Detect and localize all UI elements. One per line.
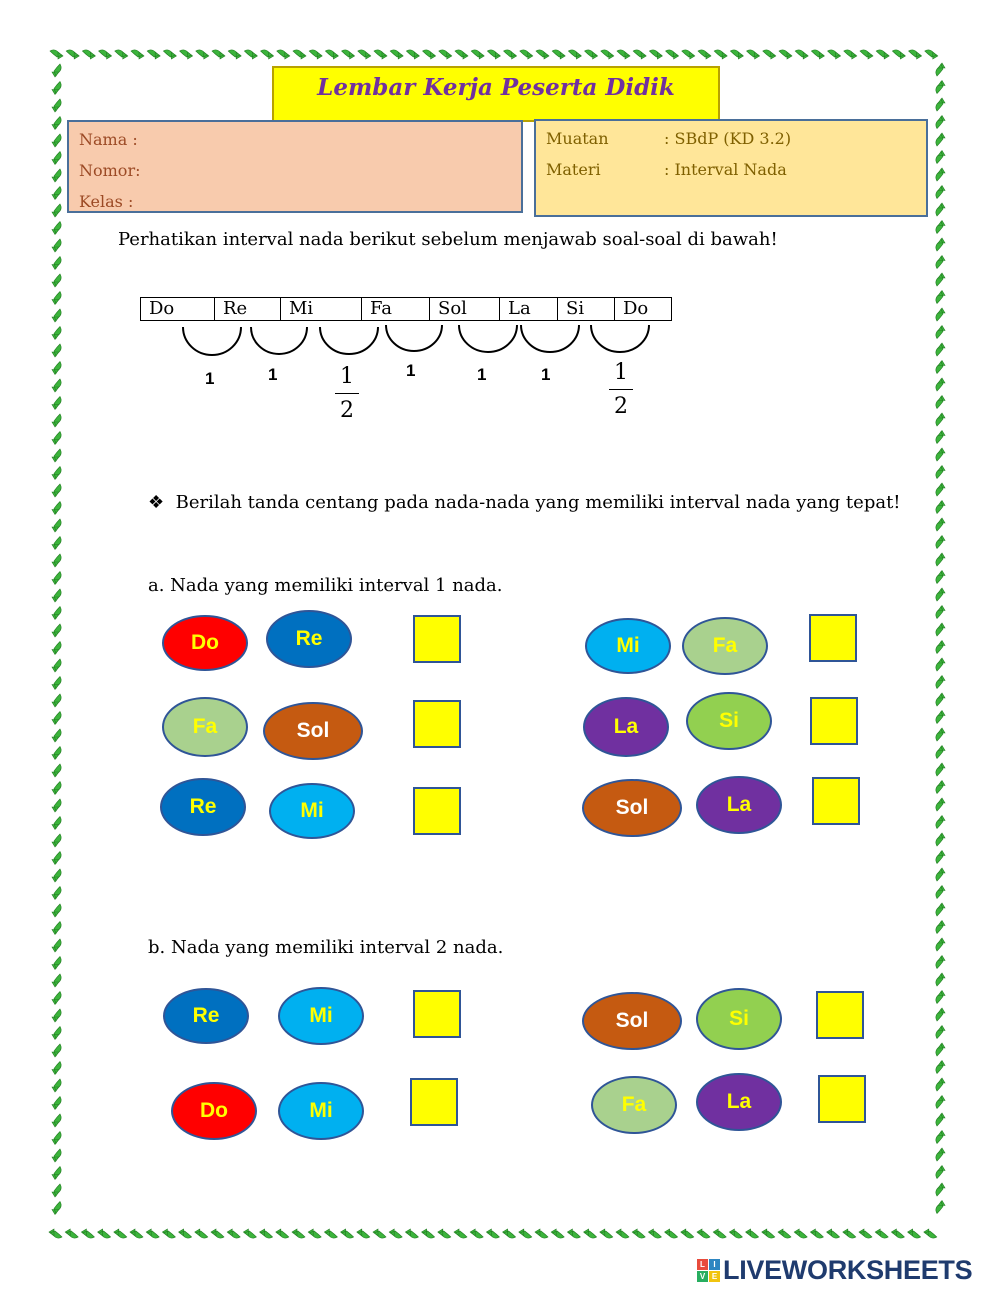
border-arrow-icon [936, 816, 945, 829]
border-arrow-icon [52, 1132, 61, 1145]
note-oval: Si [696, 988, 782, 1050]
border-arrow-icon [52, 1079, 61, 1092]
interval-arc [183, 327, 241, 355]
border-arrow-icon [600, 1229, 613, 1238]
scale-note: Do [615, 298, 672, 321]
border-arrow-icon [52, 1114, 61, 1127]
border-arrow-icon [632, 1229, 645, 1238]
border-arrow-icon [52, 904, 61, 917]
note-oval: Fa [162, 697, 248, 757]
border-arrow-icon [936, 973, 945, 986]
border-arrow-icon [616, 1229, 629, 1238]
border-arrow-icon [936, 448, 945, 461]
note-oval: Sol [582, 779, 682, 837]
note-oval: Do [171, 1082, 257, 1140]
border-arrow-icon [52, 1009, 61, 1022]
answer-checkbox[interactable] [818, 1075, 866, 1123]
note-oval: Mi [269, 783, 355, 839]
border-arrow-icon [52, 677, 61, 690]
border-arrow-icon [52, 869, 61, 882]
note-oval: La [696, 776, 782, 834]
border-arrow-icon [52, 957, 61, 970]
border-arrow-icon [936, 518, 945, 531]
border-arrow-icon [52, 1149, 61, 1162]
border-arrow-icon [936, 1148, 945, 1161]
border-arrow-icon [936, 903, 945, 916]
interval-value: 1 [268, 365, 278, 384]
border-arrow-icon [52, 782, 61, 795]
border-arrow-icon [936, 763, 945, 776]
border-arrow-icon [52, 537, 61, 550]
nama-label: Nama : [79, 130, 138, 149]
interval-arc [521, 325, 579, 352]
border-arrow-icon [470, 1229, 483, 1238]
note-oval: Fa [682, 617, 768, 675]
border-arrow-icon [519, 1229, 532, 1238]
border-arrow-icon [936, 641, 945, 654]
border-arrow-icon [52, 817, 61, 830]
border-arrow-icon [292, 1229, 305, 1238]
answer-checkbox[interactable] [413, 615, 461, 663]
border-arrow-icon [551, 1229, 564, 1238]
note-oval: Do [162, 615, 248, 671]
interval-arc [591, 325, 649, 352]
scale-note: Do [141, 298, 215, 321]
border-arrow-icon [52, 1027, 61, 1040]
logo-text: LIVEWORKSHEETS [723, 1255, 973, 1285]
border-arrow-icon [52, 939, 61, 952]
logo-cube-icon [697, 1259, 720, 1282]
border-arrow-icon [567, 1229, 580, 1238]
logo-cube-letter: I [709, 1259, 720, 1270]
border-arrow-icon [81, 1229, 94, 1238]
scale-note: La [500, 298, 558, 321]
answer-checkbox[interactable] [410, 1078, 458, 1126]
border-arrow-icon [936, 1061, 945, 1074]
scale-note: Si [558, 298, 615, 321]
border-arrow-icon [52, 694, 61, 707]
note-oval: Si [686, 692, 772, 750]
border-arrow-icon [936, 483, 945, 496]
border-arrow-icon [503, 1229, 516, 1238]
border-arrow-icon [49, 1229, 62, 1238]
border-arrow-icon [891, 1229, 904, 1238]
border-arrow-icon [729, 1229, 742, 1238]
border-arrow-icon [908, 1229, 921, 1238]
border-arrow-icon [713, 1229, 726, 1238]
border-arrow-icon [52, 1097, 61, 1110]
logo-cube-letter: V [697, 1271, 708, 1282]
border-arrow-icon [778, 1229, 791, 1238]
note-oval: Re [266, 610, 352, 668]
border-arrow-icon [179, 1229, 192, 1238]
border-arrow-icon [936, 676, 945, 689]
scale-note: Sol [430, 298, 500, 321]
task-instruction-text: Berilah tanda centang pada nada-nada yang memiliki interval nada yang tepat! [175, 492, 901, 513]
border-arrow-icon [276, 1229, 289, 1238]
note-oval: Sol [582, 992, 682, 1050]
border-arrow-icon [52, 974, 61, 987]
border-arrow-icon [936, 1131, 945, 1144]
answer-checkbox[interactable] [413, 787, 461, 835]
fraction-denominator: 2 [614, 394, 628, 419]
fraction-denominator: 2 [340, 398, 354, 423]
border-arrow-icon [52, 764, 61, 777]
border-arrow-icon [936, 553, 945, 566]
scale-note: Mi [281, 298, 362, 321]
answer-checkbox[interactable] [413, 700, 461, 748]
border-arrow-icon [98, 1229, 111, 1238]
border-arrow-icon [936, 1183, 945, 1196]
border-arrow-icon [52, 624, 61, 637]
border-arrow-icon [936, 868, 945, 881]
materi-label: Materi [546, 160, 601, 179]
border-arrow-icon [454, 1229, 467, 1238]
answer-checkbox[interactable] [812, 777, 860, 825]
border-arrow-icon [211, 1229, 224, 1238]
note-oval: Fa [591, 1076, 677, 1134]
border-arrow-icon [52, 1044, 61, 1057]
scale-note: Fa [362, 298, 430, 321]
answer-checkbox[interactable] [810, 697, 858, 745]
border-arrow-icon [843, 1229, 856, 1238]
note-oval: La [696, 1073, 782, 1131]
muatan-value: : SBdP (KD 3.2) [664, 129, 792, 148]
border-arrow-icon [936, 1201, 945, 1214]
note-oval: Sol [263, 702, 363, 760]
border-arrow-icon [52, 519, 61, 532]
border-arrow-icon [936, 1078, 945, 1091]
border-arrow-icon [936, 571, 945, 584]
border-arrow-icon [227, 1229, 240, 1238]
note-oval: Mi [585, 618, 671, 674]
border-arrow-icon [114, 1229, 127, 1238]
worksheet-title: Lembar Kerja Peserta Didik [317, 74, 675, 101]
border-arrow-icon [52, 607, 61, 620]
border-arrow-icon [52, 432, 61, 445]
border-arrow-icon [357, 1229, 370, 1238]
answer-checkbox[interactable] [816, 991, 864, 1039]
border-arrow-icon [52, 992, 61, 1005]
border-arrow-icon [936, 781, 945, 794]
border-arrow-icon [52, 449, 61, 462]
interval-fraction-half [609, 360, 633, 419]
border-arrow-icon [936, 851, 945, 864]
note-oval: Re [160, 778, 246, 836]
border-arrow-icon [52, 922, 61, 935]
border-arrow-icon [936, 886, 945, 899]
interval-value: 1 [477, 365, 487, 384]
section-a-title: a. Nada yang memiliki interval 1 nada. [148, 575, 503, 596]
border-arrow-icon [936, 466, 945, 479]
border-arrow-icon [936, 956, 945, 969]
border-arrow-icon [438, 1229, 451, 1238]
note-oval: Mi [278, 1082, 364, 1140]
border-arrow-icon [936, 693, 945, 706]
logo-cube-letter: E [709, 1271, 720, 1282]
interval-value: 1 [406, 361, 416, 380]
border-arrow-icon [52, 799, 61, 812]
border-arrow-icon [52, 467, 61, 480]
border-arrow-icon [810, 1229, 823, 1238]
muatan-label: Muatan [546, 129, 609, 148]
border-arrow-icon [52, 589, 61, 602]
materi-value: : Interval Nada [664, 160, 787, 179]
border-arrow-icon [52, 747, 61, 760]
interval-value: 1 [541, 365, 551, 384]
border-arrow-icon [486, 1229, 499, 1238]
border-arrow-icon [936, 938, 945, 951]
border-arrow-icon [936, 501, 945, 514]
answer-checkbox[interactable] [413, 990, 461, 1038]
border-arrow-icon [341, 1229, 354, 1238]
border-arrow-icon [373, 1229, 386, 1238]
border-arrow-icon [936, 991, 945, 1004]
fraction-bar [609, 389, 633, 390]
diamond-bullet-icon: ❖ [148, 492, 165, 513]
border-arrow-icon [762, 1229, 775, 1238]
border-arrow-icon [52, 729, 61, 742]
border-arrow-icon [195, 1229, 208, 1238]
border-arrow-icon [584, 1229, 597, 1238]
border-arrow-icon [859, 1229, 872, 1238]
border-arrow-icon [243, 1229, 256, 1238]
border-arrow-icon [52, 887, 61, 900]
interval-arc [459, 325, 517, 352]
border-arrow-icon [52, 1184, 61, 1197]
interval-value: 1 [205, 369, 215, 388]
border-arrow-icon [697, 1229, 710, 1238]
section-b-title: b. Nada yang memiliki interval 2 nada. [148, 937, 504, 958]
border-arrow-icon [162, 1229, 175, 1238]
border-arrow-icon [535, 1229, 548, 1238]
intro-instruction: Perhatikan interval nada berikut sebelum menjawab soal-soal di bawah! [118, 229, 778, 250]
border-arrow-icon [422, 1229, 435, 1238]
task-instruction [148, 492, 901, 513]
border-arrow-icon [936, 431, 945, 444]
nomor-label: Nomor: [79, 161, 141, 180]
interval-arcs [0, 0, 1000, 420]
liveworksheets-logo[interactable] [697, 1255, 972, 1286]
border-arrow-icon [52, 834, 61, 847]
border-arrow-icon [52, 1167, 61, 1180]
note-oval: Mi [278, 987, 364, 1045]
border-arrow-icon [936, 711, 945, 724]
border-arrow-icon [936, 623, 945, 636]
border-arrow-icon [52, 712, 61, 725]
fraction-numerator: 1 [340, 364, 354, 389]
border-arrow-icon [936, 588, 945, 601]
border-arrow-icon [827, 1229, 840, 1238]
border-arrow-icon [52, 642, 61, 655]
border-arrow-icon [130, 1229, 143, 1238]
interval-arc [386, 325, 442, 351]
logo-cube-letter: L [697, 1259, 708, 1270]
border-arrow-icon [146, 1229, 159, 1238]
border-arrow-icon [936, 658, 945, 671]
border-arrow-icon [936, 1113, 945, 1126]
border-arrow-icon [936, 746, 945, 759]
border-arrow-icon [52, 572, 61, 585]
border-arrow-icon [936, 536, 945, 549]
border-arrow-icon [936, 1008, 945, 1021]
border-arrow-icon [936, 798, 945, 811]
border-arrow-icon [389, 1229, 402, 1238]
border-arrow-icon [324, 1229, 337, 1238]
border-arrow-icon [936, 1026, 945, 1039]
border-arrow-icon [648, 1229, 661, 1238]
border-arrow-icon [52, 502, 61, 515]
border-arrow-icon [52, 1202, 61, 1215]
border-arrow-icon [52, 852, 61, 865]
border-arrow-icon [52, 1062, 61, 1075]
border-arrow-icon [65, 1229, 78, 1238]
border-arrow-icon [936, 833, 945, 846]
border-arrow-icon [936, 1096, 945, 1109]
border-arrow-icon [260, 1229, 273, 1238]
border-arrow-icon [405, 1229, 418, 1238]
border-arrow-icon [936, 606, 945, 619]
border-arrow-icon [936, 1043, 945, 1056]
interval-arc [251, 327, 307, 354]
kelas-label: Kelas : [79, 192, 134, 211]
border-arrow-icon [875, 1229, 888, 1238]
border-arrow-icon [936, 1166, 945, 1179]
border-arrow-icon [52, 554, 61, 567]
interval-arc [320, 327, 378, 354]
border-arrow-icon [936, 728, 945, 741]
border-arrow-icon [308, 1229, 321, 1238]
answer-checkbox[interactable] [809, 614, 857, 662]
border-arrow-icon [665, 1229, 678, 1238]
border-arrow-icon [936, 921, 945, 934]
note-oval: Re [163, 988, 249, 1044]
fraction-numerator: 1 [614, 360, 628, 385]
scale-note: Re [215, 298, 281, 321]
border-arrow-icon [746, 1229, 759, 1238]
border-arrow-icon [52, 659, 61, 672]
border-arrow-icon [794, 1229, 807, 1238]
interval-fraction-half [335, 364, 359, 423]
note-oval: La [583, 697, 669, 757]
fraction-bar [335, 393, 359, 394]
border-arrow-icon [924, 1229, 937, 1238]
border-arrow-icon [681, 1229, 694, 1238]
border-arrow-icon [52, 484, 61, 497]
